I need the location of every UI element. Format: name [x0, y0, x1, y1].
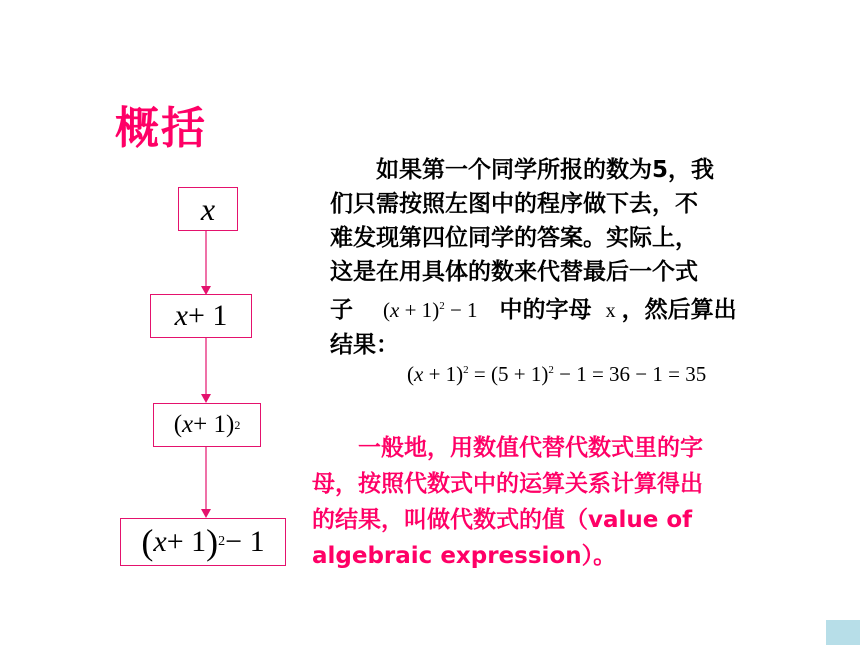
flow-arrow-2 — [198, 337, 214, 404]
inline-letter: x — [605, 300, 616, 322]
flow-box-x — [178, 187, 238, 231]
definition-paragraph: 一般地，用数值代替代数式里的字 母，按照代数式中的运算关系计算得出 的结果，叫做代数式的值（value of algebraic expression）。 — [312, 435, 703, 569]
flow-box-x-text: x — [200, 190, 216, 227]
explanation-paragraph: 如果第一个同学所报的数为5，我 们只需按照左图中的程序做下去，不 难发现第四位同学的答案。实际上， 这是在用具体的数来代替最后一个式 子 $(x + 1)^2 - 1$ 中的字母 x ，然后算出 结果： — [330, 157, 737, 358]
corner-decoration — [826, 620, 860, 645]
flow-box-x-plus-1: x + 1 — [150, 294, 252, 338]
computation-equation: $(x + 1)^2 = (5 + 1)^2 - 1 = 36 - 1 = 35$ — [407, 362, 707, 386]
flow-box-squared: ( x + 1 ) 2 — [153, 403, 261, 447]
inline-expression: $(x + 1)^2 - 1$ — [383, 298, 478, 322]
flow-arrow-3 — [198, 446, 214, 519]
slide-title: 概括 — [115, 103, 207, 154]
flow-arrow-1 — [198, 230, 214, 296]
flow-box-squared-minus-1: ( x + 1 ) 2 − 1 — [120, 518, 286, 566]
